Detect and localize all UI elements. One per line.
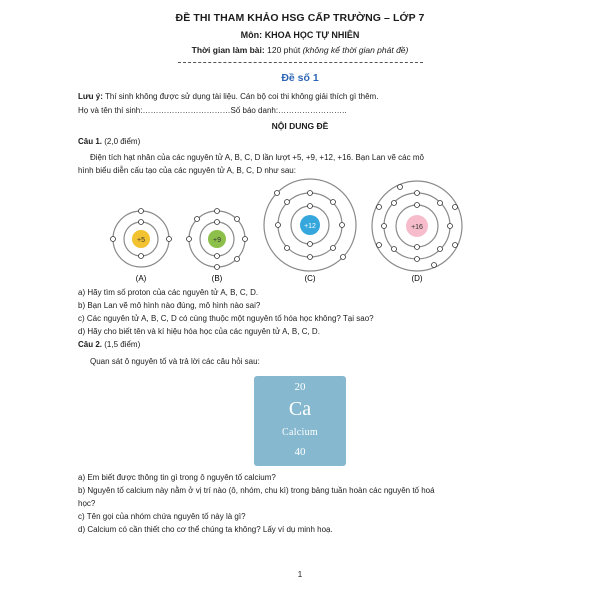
subject-label: Môn: — [240, 30, 263, 40]
atom-b-electron — [187, 237, 192, 242]
q2-question-d: d) Calcium có cần thiết cho cơ thể chúng ta không? Lấy ví dụ minh hoạ. — [78, 525, 333, 534]
atom-d-charge: +16 — [411, 224, 423, 231]
atom-d-electron — [377, 205, 382, 210]
atom-a-electron — [139, 254, 144, 259]
atom-d-electron — [438, 247, 443, 252]
calcium-element-tile — [254, 376, 346, 466]
atom-d-diagram — [372, 181, 462, 283]
atom-b-electron — [243, 237, 248, 242]
note-label: Lưu ý: — [78, 92, 103, 101]
time-line — [0, 45, 600, 55]
atom-models — [0, 175, 600, 295]
atom-d-electron — [415, 191, 420, 196]
atom-b-electron — [235, 217, 240, 222]
element-name: Calcium — [282, 427, 318, 438]
atom-d-electron — [448, 224, 453, 229]
atom-d-electron — [453, 205, 458, 210]
atom-b-electron — [215, 265, 220, 270]
time-label: Thời gian làm bài: — [191, 45, 265, 55]
atom-c-electron — [331, 200, 336, 205]
atom-d-electron — [453, 243, 458, 248]
q1-question-a: a) Hãy tìm số proton của các nguyên tử A, B, C, D. — [78, 288, 259, 297]
atom-c-electron — [308, 191, 313, 196]
atom-b-electron — [235, 257, 240, 262]
page-number: 1 — [297, 570, 303, 579]
q2-points: (1,5 điểm) — [104, 340, 141, 349]
q2-heading — [78, 340, 140, 349]
q1-intro — [78, 151, 538, 164]
exam-title: ĐỀ THI THAM KHẢO HSG CẤP TRƯỜNG – LỚP 7 — [175, 12, 425, 24]
element-symbol: Ca — [288, 398, 312, 420]
atom-c-electron — [285, 246, 290, 251]
q1-question-d: d) Hãy cho biết tên và kí hiệu hóa học của các nguyên tử A, B, C, D. — [78, 327, 320, 336]
q2-question-b-cont: học? — [78, 499, 96, 508]
subject-line — [0, 30, 600, 40]
atom-c-electron — [341, 255, 346, 260]
q2-label: Câu 2. — [78, 340, 103, 349]
atom-c-electron — [340, 223, 345, 228]
atom-b-electron — [215, 220, 220, 225]
atom-d-electron — [415, 203, 420, 208]
atom-d-electron — [415, 245, 420, 250]
atom-a-electron — [111, 237, 116, 242]
q1-intro-line-2: hình biểu diễn cấu tạo của các nguyên tử A, B, C, D như sau: — [78, 166, 296, 175]
atom-a-diagram — [111, 209, 172, 284]
atom-d-caption: (D) — [411, 274, 423, 283]
header-divider — [178, 62, 423, 63]
atom-d-electron — [392, 201, 397, 206]
atom-b-electron — [215, 254, 220, 259]
section-title: NỘI DUNG ĐỀ — [271, 121, 329, 131]
time-note: (không kể thời gian phát đề) — [302, 45, 409, 55]
q1-points: (2,0 điểm) — [104, 137, 141, 146]
q1-heading — [78, 137, 140, 146]
atom-d-electron — [398, 185, 403, 190]
atom-c-charge: +12 — [304, 223, 316, 230]
atom-c-diagram — [264, 179, 356, 283]
q1-question-b: b) Bạn Lan vẽ mô hình nào đúng, mô hình nào sai? — [78, 301, 261, 310]
atom-c-electron — [308, 204, 313, 209]
atom-d-electron — [438, 201, 443, 206]
atom-c-caption: (C) — [304, 274, 316, 283]
q2-intro: Quan sát ô nguyên tố và trả lời các câu hỏi sau: — [90, 357, 260, 366]
element-mass: 40 — [294, 446, 306, 458]
atom-a-charge: +5 — [137, 237, 145, 244]
atom-c-electron — [308, 255, 313, 260]
atom-d-electron — [432, 263, 437, 268]
note-line — [78, 92, 378, 101]
atom-d-electron — [392, 247, 397, 252]
q1-questions — [78, 286, 538, 338]
atom-a-electron — [167, 237, 172, 242]
atom-b-diagram — [187, 209, 248, 284]
atom-c-electron — [331, 246, 336, 251]
atom-c-electron — [276, 223, 281, 228]
atom-d-electron — [382, 224, 387, 229]
q1-question-c: c) Các nguyên tử A, B, C, D có cùng thuộc một nguyên tố hóa học không? Tại sao? — [78, 314, 374, 323]
exam-number: Đề số 1 — [281, 72, 319, 84]
candidate-line: Họ và tên thí sinh:……………………………Số báo danh:…………………….. — [78, 106, 347, 115]
atom-d-electron — [377, 243, 382, 248]
q1-label: Câu 1. — [78, 137, 103, 146]
atom-b-charge: +9 — [213, 237, 221, 244]
q1-intro-line-1: Điện tích hạt nhân của các nguyên tử A, B, C, D lần lượt +5, +9, +12, +16. Bạn Lan vẽ các mô — [90, 153, 424, 162]
q2-question-c: c) Tên gọi của nhóm chứa nguyên tố này là gì? — [78, 512, 246, 521]
atom-a-electron — [139, 220, 144, 225]
atom-d-electron — [415, 257, 420, 262]
q2-question-b: b) Nguyên tố calcium này nằm ở vị trí nào (ô, nhóm, chu kì) trong bảng tuần hoàn các nguyên tố hoá — [78, 486, 435, 495]
atom-a-caption: (A) — [135, 274, 147, 283]
atom-b-electron — [215, 209, 220, 214]
atom-c-electron — [308, 242, 313, 247]
atom-a-electron — [139, 209, 144, 214]
time-value: 120 phút — [267, 45, 301, 55]
atom-c-electron — [285, 200, 290, 205]
subject-value: KHOA HỌC TỰ NHIÊN — [264, 30, 360, 40]
atom-c-electron — [275, 191, 280, 196]
atom-b-caption: (B) — [211, 274, 223, 283]
note-text: Thí sinh không được sử dụng tài liệu. Cán bộ coi thi không giải thích gì thêm. — [104, 92, 379, 101]
element-atomic-number: 20 — [294, 381, 306, 393]
q2-question-a: a) Em biết được thông tin gì trong ô nguyên tố calcium? — [78, 473, 276, 482]
atom-b-electron — [195, 217, 200, 222]
q2-questions — [78, 471, 538, 536]
